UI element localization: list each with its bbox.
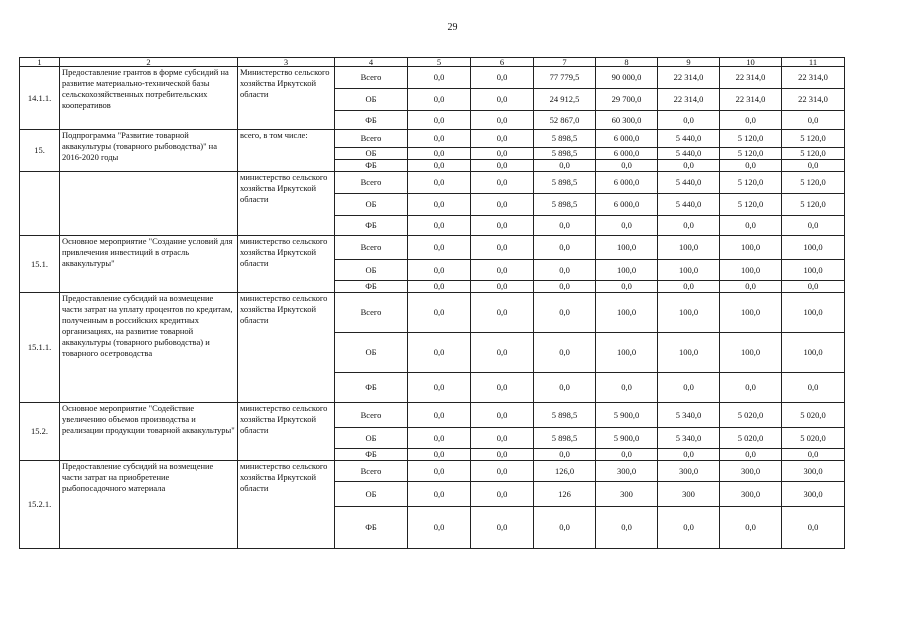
amount-cell: 0,0 — [471, 89, 534, 111]
row-executor: министерство сельского хозяйства Иркутской области — [238, 236, 335, 293]
funding-source: ОБ — [335, 260, 408, 281]
amount-cell: 0,0 — [534, 373, 596, 403]
amount-cell: 0,0 — [782, 507, 845, 549]
amount-cell: 52 867,0 — [534, 111, 596, 130]
amount-cell: 5 900,0 — [596, 428, 658, 449]
amount-cell: 0,0 — [534, 507, 596, 549]
amount-cell: 0,0 — [658, 160, 720, 172]
column-header: 8 — [596, 58, 658, 67]
funding-source: ФБ — [335, 281, 408, 293]
amount-cell: 6 000,0 — [596, 194, 658, 216]
amount-cell: 22 314,0 — [720, 67, 782, 89]
row-code: 15.2. — [20, 403, 60, 461]
amount-cell: 5 898,5 — [534, 428, 596, 449]
amount-cell: 5 020,0 — [782, 428, 845, 449]
amount-cell: 0,0 — [408, 130, 471, 148]
amount-cell: 0,0 — [408, 89, 471, 111]
amount-cell: 100,0 — [782, 293, 845, 333]
funding-source: ФБ — [335, 216, 408, 236]
column-header: 6 — [471, 58, 534, 67]
amount-cell: 0,0 — [408, 428, 471, 449]
column-header: 4 — [335, 58, 408, 67]
amount-cell: 5 898,5 — [534, 172, 596, 194]
row-name: Основное мероприятие "Создание условий для привлечения инвестиций в отрасль аквакультуры" — [60, 236, 238, 293]
amount-cell: 0,0 — [408, 281, 471, 293]
amount-cell: 0,0 — [596, 160, 658, 172]
amount-cell: 300,0 — [782, 461, 845, 482]
amount-cell: 0,0 — [720, 373, 782, 403]
amount-cell: 100,0 — [658, 260, 720, 281]
amount-cell: 100,0 — [720, 293, 782, 333]
amount-cell: 22 314,0 — [782, 89, 845, 111]
funding-source: Всего — [335, 461, 408, 482]
amount-cell: 100,0 — [782, 236, 845, 260]
amount-cell: 0,0 — [471, 148, 534, 160]
amount-cell: 5 020,0 — [720, 428, 782, 449]
row-code: 14.1.1. — [20, 67, 60, 130]
amount-cell: 5 898,5 — [534, 194, 596, 216]
funding-source: ФБ — [335, 111, 408, 130]
amount-cell: 0,0 — [534, 293, 596, 333]
row-executor: всего, в том числе: — [238, 130, 335, 172]
funding-source: ОБ — [335, 89, 408, 111]
amount-cell: 0,0 — [471, 449, 534, 461]
amount-cell: 0,0 — [782, 216, 845, 236]
amount-cell: 5 900,0 — [596, 403, 658, 428]
column-header: 7 — [534, 58, 596, 67]
amount-cell: 0,0 — [471, 236, 534, 260]
row-name: Подпрограмма "Развитие товарной аквакультуры (товарного рыбоводства)" на 2016-2020 годы — [60, 130, 238, 172]
row-code: 15.1. — [20, 236, 60, 293]
column-header: 2 — [60, 58, 238, 67]
amount-cell: 0,0 — [534, 236, 596, 260]
amount-cell: 0,0 — [720, 281, 782, 293]
amount-cell: 22 314,0 — [720, 89, 782, 111]
amount-cell: 0,0 — [471, 333, 534, 373]
row-code: 15.1.1. — [20, 293, 60, 403]
amount-cell: 5 120,0 — [782, 148, 845, 160]
amount-cell: 5 120,0 — [782, 130, 845, 148]
amount-cell: 0,0 — [471, 216, 534, 236]
column-header: 9 — [658, 58, 720, 67]
amount-cell: 22 314,0 — [658, 89, 720, 111]
amount-cell: 300,0 — [720, 482, 782, 507]
amount-cell: 100,0 — [782, 333, 845, 373]
amount-cell: 300,0 — [782, 482, 845, 507]
budget-table — [19, 57, 845, 549]
amount-cell: 0,0 — [471, 293, 534, 333]
funding-source: Всего — [335, 172, 408, 194]
amount-cell: 0,0 — [408, 172, 471, 194]
table-row — [20, 67, 845, 89]
row-name — [60, 172, 238, 236]
amount-cell: 0,0 — [408, 293, 471, 333]
amount-cell: 22 314,0 — [782, 67, 845, 89]
amount-cell: 0,0 — [596, 216, 658, 236]
amount-cell: 0,0 — [782, 449, 845, 461]
amount-cell: 6 000,0 — [596, 148, 658, 160]
amount-cell: 100,0 — [658, 236, 720, 260]
column-header: 5 — [408, 58, 471, 67]
amount-cell: 0,0 — [471, 130, 534, 148]
amount-cell: 5 340,0 — [658, 428, 720, 449]
amount-cell: 0,0 — [408, 403, 471, 428]
amount-cell: 0,0 — [720, 449, 782, 461]
amount-cell: 100,0 — [720, 260, 782, 281]
amount-cell: 300 — [596, 482, 658, 507]
amount-cell: 300,0 — [658, 461, 720, 482]
column-number-row — [20, 58, 845, 67]
funding-source: ОБ — [335, 194, 408, 216]
row-name: Основное мероприятие "Содействие увеличению объемов производства и реализации продукции товарной аквакультуры" — [60, 403, 238, 461]
amount-cell: 0,0 — [408, 160, 471, 172]
amount-cell: 0,0 — [471, 281, 534, 293]
amount-cell: 6 000,0 — [596, 172, 658, 194]
row-executor: министерство сельского хозяйства Иркутской области — [238, 172, 335, 236]
amount-cell: 0,0 — [408, 148, 471, 160]
funding-source: ОБ — [335, 428, 408, 449]
amount-cell: 5 120,0 — [720, 194, 782, 216]
funding-source: ФБ — [335, 507, 408, 549]
amount-cell: 0,0 — [720, 507, 782, 549]
funding-source: Всего — [335, 403, 408, 428]
amount-cell: 100,0 — [658, 293, 720, 333]
funding-source: ОБ — [335, 333, 408, 373]
amount-cell: 0,0 — [720, 160, 782, 172]
amount-cell: 0,0 — [534, 260, 596, 281]
amount-cell: 0,0 — [408, 111, 471, 130]
amount-cell: 0,0 — [471, 172, 534, 194]
amount-cell: 5 120,0 — [782, 172, 845, 194]
amount-cell: 100,0 — [596, 293, 658, 333]
amount-cell: 0,0 — [408, 236, 471, 260]
amount-cell: 5 120,0 — [720, 130, 782, 148]
funding-source: Всего — [335, 293, 408, 333]
amount-cell: 300,0 — [596, 461, 658, 482]
amount-cell: 0,0 — [782, 160, 845, 172]
amount-cell: 5 120,0 — [782, 194, 845, 216]
amount-cell: 0,0 — [782, 281, 845, 293]
amount-cell: 0,0 — [534, 216, 596, 236]
amount-cell: 0,0 — [471, 482, 534, 507]
amount-cell: 5 120,0 — [720, 148, 782, 160]
budget-table-body — [20, 58, 845, 549]
amount-cell: 5 898,5 — [534, 403, 596, 428]
amount-cell: 5 898,5 — [534, 130, 596, 148]
amount-cell: 0,0 — [658, 281, 720, 293]
amount-cell: 5 440,0 — [658, 172, 720, 194]
amount-cell: 0,0 — [596, 281, 658, 293]
page-number: 29 — [447, 22, 458, 33]
amount-cell: 0,0 — [408, 194, 471, 216]
amount-cell: 0,0 — [408, 373, 471, 403]
amount-cell: 0,0 — [471, 428, 534, 449]
amount-cell: 22 314,0 — [658, 67, 720, 89]
amount-cell: 300,0 — [720, 461, 782, 482]
column-header: 1 — [20, 58, 60, 67]
column-header: 10 — [720, 58, 782, 67]
column-header: 3 — [238, 58, 335, 67]
amount-cell: 0,0 — [534, 449, 596, 461]
funding-source: ОБ — [335, 148, 408, 160]
amount-cell: 0,0 — [471, 403, 534, 428]
amount-cell: 100,0 — [720, 333, 782, 373]
amount-cell: 90 000,0 — [596, 67, 658, 89]
row-code — [20, 172, 60, 236]
amount-cell: 0,0 — [534, 333, 596, 373]
amount-cell: 0,0 — [471, 111, 534, 130]
amount-cell: 100,0 — [782, 260, 845, 281]
amount-cell: 0,0 — [596, 449, 658, 461]
amount-cell: 0,0 — [596, 507, 658, 549]
table-row — [20, 461, 845, 482]
amount-cell: 6 000,0 — [596, 130, 658, 148]
amount-cell: 0,0 — [471, 160, 534, 172]
amount-cell: 100,0 — [720, 236, 782, 260]
funding-source: ФБ — [335, 449, 408, 461]
row-name: Предоставление грантов в форме субсидий на развитие материально-технической базы сельскохозяйственных потребительских кооперативов — [60, 67, 238, 130]
row-code: 15.2.1. — [20, 461, 60, 549]
row-executor: министерство сельского хозяйства Иркутской области — [238, 461, 335, 549]
amount-cell: 0,0 — [658, 449, 720, 461]
column-header: 11 — [782, 58, 845, 67]
amount-cell: 29 700,0 — [596, 89, 658, 111]
amount-cell: 0,0 — [408, 333, 471, 373]
amount-cell: 0,0 — [720, 111, 782, 130]
funding-source: Всего — [335, 130, 408, 148]
amount-cell: 5 340,0 — [658, 403, 720, 428]
funding-source: ФБ — [335, 160, 408, 172]
amount-cell: 300 — [658, 482, 720, 507]
funding-source: Всего — [335, 67, 408, 89]
amount-cell: 0,0 — [408, 482, 471, 507]
amount-cell: 0,0 — [471, 461, 534, 482]
amount-cell: 5 440,0 — [658, 130, 720, 148]
amount-cell: 100,0 — [596, 333, 658, 373]
table-row — [20, 293, 845, 333]
amount-cell: 0,0 — [534, 281, 596, 293]
amount-cell: 0,0 — [658, 373, 720, 403]
amount-cell: 100,0 — [596, 236, 658, 260]
amount-cell: 77 779,5 — [534, 67, 596, 89]
amount-cell: 5 440,0 — [658, 148, 720, 160]
table-row — [20, 403, 845, 428]
row-name: Предоставление субсидий на возмещение части затрат на уплату процентов по кредитам, полученным в российских кредитных организациях, на развитие товарной аквакультуры (товарного рыбоводства) и товарного осетроводства — [60, 293, 238, 403]
amount-cell: 0,0 — [408, 67, 471, 89]
amount-cell: 0,0 — [471, 260, 534, 281]
amount-cell: 0,0 — [471, 194, 534, 216]
amount-cell: 0,0 — [408, 461, 471, 482]
amount-cell: 0,0 — [408, 260, 471, 281]
amount-cell: 5 020,0 — [782, 403, 845, 428]
amount-cell: 0,0 — [782, 111, 845, 130]
row-executor: Министерство сельского хозяйства Иркутской области — [238, 67, 335, 130]
table-row — [20, 236, 845, 260]
amount-cell: 60 300,0 — [596, 111, 658, 130]
table-row — [20, 130, 845, 148]
amount-cell: 126 — [534, 482, 596, 507]
table-row — [20, 172, 845, 194]
row-code: 15. — [20, 130, 60, 172]
amount-cell: 0,0 — [720, 216, 782, 236]
amount-cell: 5 440,0 — [658, 194, 720, 216]
funding-source: ФБ — [335, 373, 408, 403]
amount-cell: 126,0 — [534, 461, 596, 482]
amount-cell: 0,0 — [658, 111, 720, 130]
amount-cell: 0,0 — [408, 216, 471, 236]
amount-cell: 5 020,0 — [720, 403, 782, 428]
amount-cell: 0,0 — [471, 373, 534, 403]
amount-cell: 0,0 — [408, 449, 471, 461]
amount-cell: 0,0 — [658, 507, 720, 549]
amount-cell: 24 912,5 — [534, 89, 596, 111]
amount-cell: 0,0 — [534, 160, 596, 172]
row-executor: министерство сельского хозяйства Иркутской области — [238, 403, 335, 461]
amount-cell: 0,0 — [596, 373, 658, 403]
amount-cell: 5 120,0 — [720, 172, 782, 194]
amount-cell: 0,0 — [658, 216, 720, 236]
funding-source: ОБ — [335, 482, 408, 507]
amount-cell: 100,0 — [658, 333, 720, 373]
amount-cell: 0,0 — [782, 373, 845, 403]
amount-cell: 0,0 — [471, 507, 534, 549]
amount-cell: 0,0 — [408, 507, 471, 549]
amount-cell: 100,0 — [596, 260, 658, 281]
amount-cell: 0,0 — [471, 67, 534, 89]
row-name: Предоставление субсидий на возмещение части затрат на приобретение рыбопосадочного материала — [60, 461, 238, 549]
funding-source: Всего — [335, 236, 408, 260]
row-executor: министерство сельского хозяйства Иркутской области — [238, 293, 335, 403]
amount-cell: 5 898,5 — [534, 148, 596, 160]
